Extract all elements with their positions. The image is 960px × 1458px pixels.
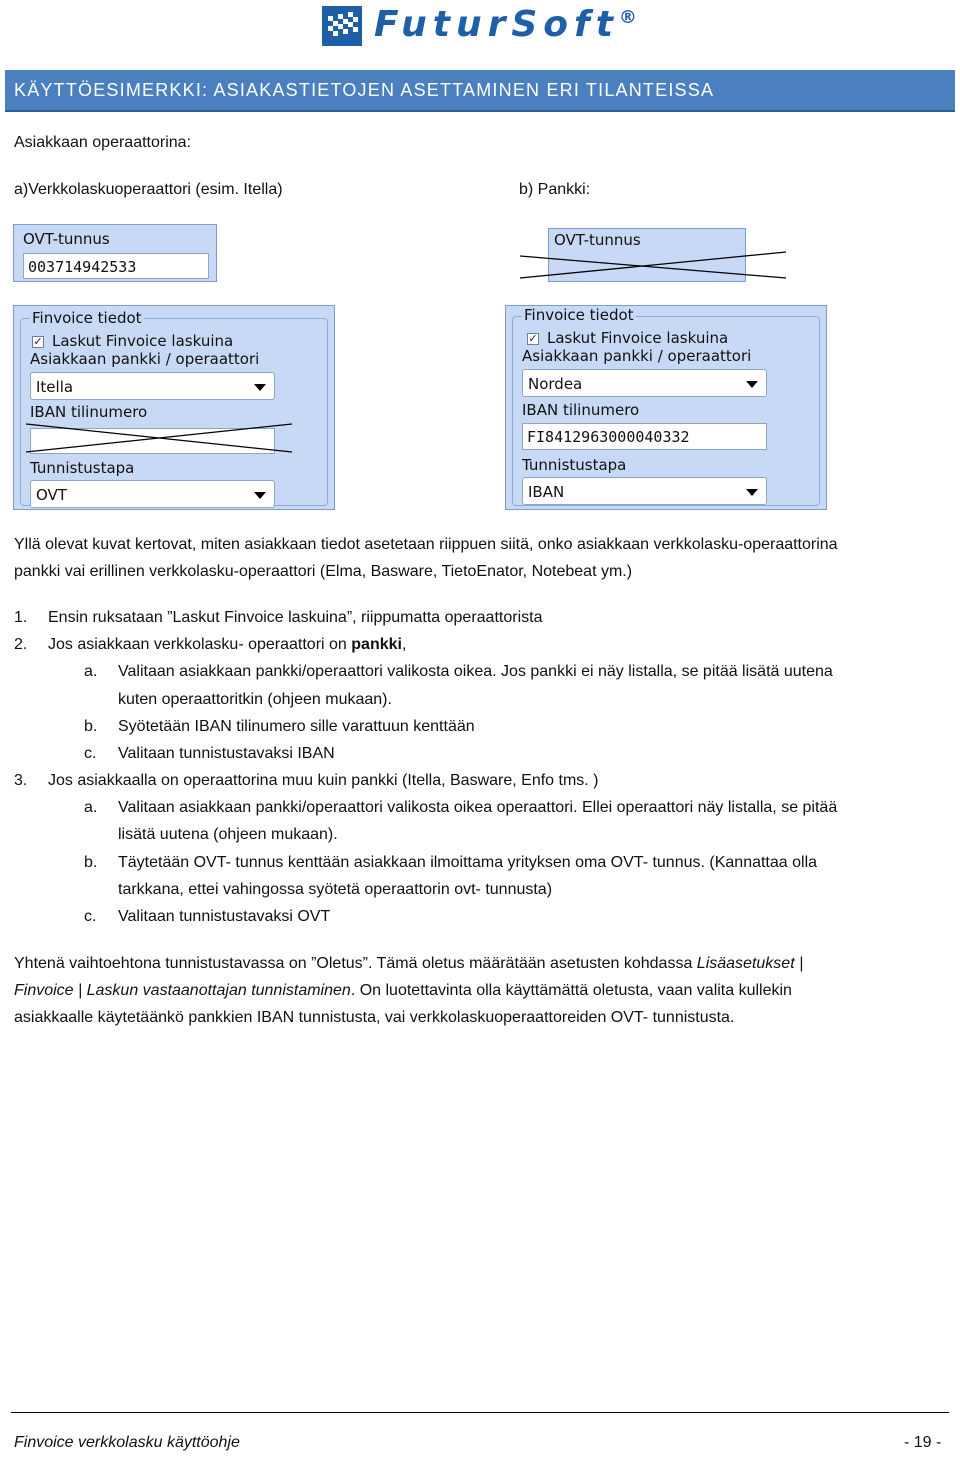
footer-divider	[11, 1412, 949, 1413]
list-item-2b: Syötetään IBAN tilinumero sille varattuun kenttään	[118, 718, 475, 735]
paragraph-2-line-3: asiakkaalle käytetäänkö pankkien IBAN tunnistusta, vai verkkolaskuoperaattoreiden OVT- tunnistusta.	[14, 1009, 735, 1026]
finvoice-panel-b	[505, 305, 827, 510]
list-letter: a.	[84, 799, 98, 816]
ident-select[interactable]	[522, 477, 767, 505]
list-item-3a-line-1: Valitaan asiakkaan pankki/operaattori valikosta oikea operaattori. Ellei operaattori näy listalla, se pitää	[118, 799, 838, 816]
caption-b: b) Pankki:	[519, 181, 591, 198]
italic-path: Lisäasetukset |	[696, 955, 804, 972]
ovt-label: OVT-tunnus	[554, 231, 641, 249]
intro-text: Asiakkaan operaattorina:	[14, 134, 191, 151]
ident-select-value: IBAN	[528, 483, 565, 501]
list-item-2a-line-2: kuten operaattoritkin (ohjeen mukaan).	[118, 691, 392, 708]
list-number: 1.	[14, 609, 28, 626]
list-item-3b-line-2: tarkkana, ettei vahingossa syötetä operaattorin ovt- tunnusta)	[118, 881, 553, 898]
ovt-panel-a	[13, 224, 217, 282]
list-item-3a-line-2: lisätä uutena (ohjeen mukaan).	[118, 826, 338, 843]
bank-select[interactable]	[522, 369, 767, 397]
finvoice-panel-a	[13, 305, 335, 510]
list-letter: c.	[84, 908, 97, 925]
list-item-2c: Valitaan tunnistustavaksi IBAN	[118, 745, 335, 762]
list-number: 2.	[14, 636, 28, 653]
finvoice-checkbox-label: Laskut Finvoice laskuina	[52, 332, 234, 350]
ident-label: Tunnistustapa	[522, 456, 627, 474]
paragraph-1-line-1: Yllä olevat kuvat kertovat, miten asiakkaan tiedot asetetaan riippuen siitä, onko asiakkaan verkkolasku-operaattorina	[14, 536, 838, 553]
section-title: KÄYTTÖESIMERKKI: ASIAKASTIETOJEN ASETTAMINEN ERI TILANTEISSA	[14, 80, 715, 100]
list-letter: a.	[84, 663, 98, 680]
list-letter: c.	[84, 745, 97, 762]
ovt-input[interactable]: 003714942533	[23, 253, 209, 279]
italic-path: Finvoice | Laskun vastaanottajan tunnistaminen	[14, 982, 351, 999]
list-item-3: Jos asiakkaalla on operaattorina muu kuin pankki (Itella, Basware, Enfo tms. )	[48, 772, 599, 789]
list-item-2: Jos asiakkaan verkkolasku- operaattori on pankki,	[48, 636, 407, 653]
page-number: - 19 -	[904, 1434, 942, 1451]
ident-select-value: OVT	[36, 486, 67, 504]
bank-label: Asiakkaan pankki / operaattori	[522, 347, 752, 365]
bold-text: pankki	[351, 636, 402, 653]
ovt-label: OVT-tunnus	[23, 230, 110, 248]
bank-select-value: Itella	[36, 378, 74, 396]
finvoice-group-label: Finvoice tiedot	[524, 306, 634, 324]
bank-label: Asiakkaan pankki / operaattori	[30, 350, 260, 368]
caption-a: a)Verkkolaskuoperaattori (esim. Itella)	[14, 181, 283, 198]
iban-label: IBAN tilinumero	[522, 401, 640, 419]
list-letter: b.	[84, 718, 98, 735]
footer-title: Finvoice verkkolasku käyttöohje	[14, 1434, 240, 1451]
paragraph-2-line-2: Finvoice | Laskun vastaanottajan tunnistaminen. On luotettavinta olla käyttämättä oletusta, vaan valita kullekin	[14, 982, 792, 999]
logo-flag-icon	[322, 6, 362, 46]
finvoice-checkbox[interactable]: ✓	[528, 332, 538, 345]
ident-label: Tunnistustapa	[30, 459, 135, 477]
iban-label: IBAN tilinumero	[30, 403, 148, 421]
finvoice-group-label: Finvoice tiedot	[32, 309, 142, 327]
chevron-down-icon	[254, 492, 266, 499]
list-item-3b-line-1: Täytetään OVT- tunnus kenttään asiakkaan ilmoittama yrityksen oma OVT- tunnus. (Kannattaa olla	[118, 854, 818, 871]
list-item-2a-line-1: Valitaan asiakkaan pankki/operaattori valikosta oikea. Jos pankki ei näy listalla, se pitää lisätä uutena	[118, 663, 833, 680]
chevron-down-icon	[746, 381, 758, 388]
list-item-3c: Valitaan tunnistustavaksi OVT	[118, 908, 331, 925]
paragraph-2-line-1: Yhtenä vaihtoehtona tunnistustavassa on ”Oletus”. Tämä oletus määrätään asetusten kohdassa Lisäasetukset |	[14, 955, 804, 972]
list-letter: b.	[84, 854, 98, 871]
bank-select[interactable]	[30, 372, 275, 400]
chevron-down-icon	[746, 489, 758, 496]
logo-wordmark: FuturSoft®	[374, 4, 637, 45]
paragraph-1-line-2: pankki vai erillinen verkkolasku-operaattori (Elma, Basware, TietoEnator, Notebeat ym.)	[14, 563, 633, 580]
iban-input[interactable]: FI8412963000040332	[522, 423, 767, 450]
ovt-panel-b	[548, 228, 746, 282]
iban-input[interactable]	[30, 428, 275, 454]
finvoice-checkbox[interactable]: ✓	[33, 335, 43, 348]
list-item-1: Ensin ruksataan ”Laskut Finvoice laskuina”, riippumatta operaattorista	[48, 609, 543, 626]
chevron-down-icon	[254, 384, 266, 391]
list-number: 3.	[14, 772, 28, 789]
bank-select-value: Nordea	[528, 375, 583, 393]
ident-select[interactable]	[30, 480, 275, 508]
finvoice-checkbox-label: Laskut Finvoice laskuina	[547, 329, 729, 347]
